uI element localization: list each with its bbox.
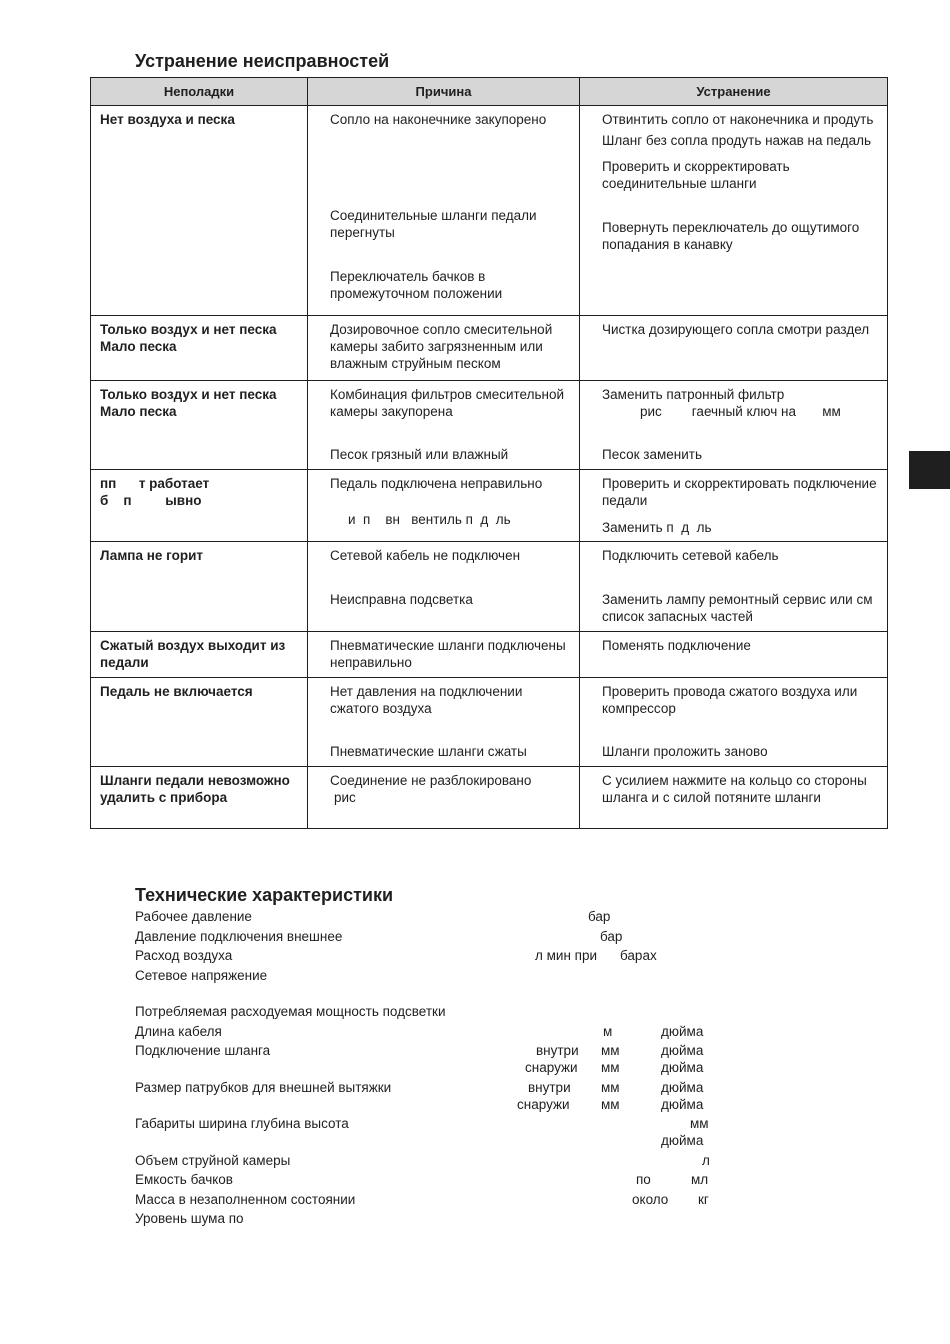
problem-text: пп т работает б п ывно — [100, 476, 210, 508]
spec-row — [135, 1002, 735, 1022]
remedy-text: Песок заменить — [602, 447, 702, 462]
spec-row — [135, 1041, 735, 1058]
problem-text: Педаль не включается — [100, 684, 253, 699]
problem-text: Шланги педали невозможно удалить с прибора — [100, 773, 290, 805]
remedy-text: Отвинтить сопло от наконечника и продуть — [602, 112, 874, 127]
remedy-cell — [580, 678, 888, 767]
spec-label: Сетевое напряжение — [135, 967, 268, 983]
remedy-text: Проверить и скорректировать соединительные шланги — [602, 159, 790, 191]
cause-cell — [308, 316, 580, 381]
spec-row — [135, 1078, 735, 1095]
remedy-cell — [580, 542, 888, 632]
remedy-text: Чистка дозирующего сопла смотри раздел — [602, 322, 870, 337]
spec-row — [135, 907, 735, 927]
spec-unit: л — [702, 1152, 710, 1168]
problem-cell — [91, 678, 308, 767]
cause-text: Песок грязный или влажный — [330, 447, 509, 462]
spec-label: Потребляемая расходуемая мощность подсветки — [135, 1004, 446, 1019]
spec-row — [135, 1151, 735, 1171]
remedy-cell — [580, 381, 888, 470]
spec-unit: мм — [601, 1079, 620, 1095]
spec-row — [135, 1209, 735, 1229]
spec-unit: бар — [600, 928, 623, 944]
cause-text: Педаль подключена неправильно — [330, 476, 543, 491]
spec-label: Уровень шума по — [135, 1211, 244, 1226]
table-row — [91, 470, 888, 542]
specs-title: Технические характеристики — [135, 885, 394, 905]
spec-unit: внутри — [536, 1043, 579, 1058]
table-row — [91, 678, 888, 767]
spec-row — [135, 946, 735, 966]
cause-cell — [308, 542, 580, 632]
table-row — [91, 767, 888, 829]
spec-unit: снаружи — [517, 1096, 570, 1112]
remedy-text: Проверить провода сжатого воздуха или компрессор — [602, 684, 858, 716]
cause-text: Пневматические шланги подключены неправильно — [330, 638, 566, 670]
problem-text: Только воздух и нет песка Мало песка — [100, 387, 277, 419]
problem-cell — [91, 542, 308, 632]
cause-text: Сетевой кабель не подключен — [330, 548, 521, 563]
spec-unit: мм — [601, 1096, 620, 1112]
spec-label: Расход воздуха — [135, 948, 233, 963]
cause-cell — [308, 632, 580, 678]
spec-row — [135, 1022, 735, 1042]
spec-unit: около — [632, 1191, 669, 1207]
table-row — [91, 316, 888, 381]
cause-text: Сопло на наконечнике закупорено — [330, 112, 547, 127]
spec-label: Рабочее давление — [135, 909, 252, 924]
troubleshooting-table — [90, 77, 888, 829]
spec-unit: дюйма — [661, 1023, 704, 1039]
remedy-cell — [580, 470, 888, 542]
header-cause: Причина — [308, 78, 580, 106]
cause-text: Переключатель бачков в промежуточном положении — [330, 269, 503, 301]
problem-text: Сжатый воздух выходит из педали — [100, 638, 286, 670]
remedy-text: рис гаечный ключ на мм — [640, 404, 841, 419]
remedy-text: Шланги проложить заново — [602, 744, 768, 759]
spec-row — [135, 1190, 735, 1210]
spec-unit: дюйма — [661, 1043, 704, 1058]
problem-text: Нет воздуха и песка — [100, 112, 235, 127]
cause-text: рис — [334, 790, 356, 805]
remedy-text: Шланг без сопла продуть нажав на педаль — [602, 133, 872, 148]
spec-label: Давление подключения внешнее — [135, 928, 343, 944]
spec-row — [135, 1058, 735, 1078]
cause-text: Комбинация фильтров смесительной камеры закупорена — [330, 387, 565, 419]
spec-unit: по — [636, 1172, 651, 1187]
table-row — [91, 632, 888, 678]
header-problem: Неполадки — [91, 78, 308, 106]
remedy-text: Проверить и скорректировать подключение педали — [602, 476, 877, 508]
problem-cell — [91, 470, 308, 542]
problem-text: Только воздух и нет песка Мало песка — [100, 322, 277, 354]
troubleshooting-title: Устранение неисправностей — [135, 51, 390, 71]
spec-label: Габариты ширина глубина высота — [135, 1116, 349, 1131]
spec-unit: внутри — [528, 1079, 571, 1095]
spec-row — [135, 966, 735, 986]
remedy-text: Заменить п д ль — [602, 520, 712, 535]
header-remedy: Устранение — [580, 78, 888, 106]
cause-text: Соединительные шланги педали перегнуты — [330, 208, 537, 240]
cause-cell — [308, 767, 580, 829]
remedy-cell — [580, 316, 888, 381]
spec-unit: дюйма — [661, 1060, 704, 1075]
cause-cell — [308, 106, 580, 316]
problem-cell — [91, 632, 308, 678]
problem-text: Лампа не горит — [100, 548, 203, 563]
spec-unit: кг — [698, 1191, 709, 1207]
spec-unit: дюйма — [661, 1096, 704, 1112]
cause-text: Нет давления на подключении сжатого воздуха — [330, 684, 523, 716]
problem-cell — [91, 106, 308, 316]
spec-label: Длина кабеля — [135, 1023, 222, 1039]
spec-label: Емкость бачков — [135, 1172, 233, 1187]
problem-cell — [91, 767, 308, 829]
table-row — [91, 106, 888, 316]
cause-text: Неисправна подсветка — [330, 592, 473, 607]
spec-row — [135, 1095, 735, 1115]
remedy-cell — [580, 632, 888, 678]
spec-unit: мм — [601, 1043, 620, 1058]
spec-label: Размер патрубков для внешней вытяжки — [135, 1079, 392, 1095]
problem-cell — [91, 316, 308, 381]
spec-row — [135, 985, 735, 1002]
remedy-text: Повернуть переключатель до ощутимого попадания в канавку — [602, 220, 860, 252]
spec-unit: барах — [620, 948, 657, 963]
remedy-cell — [580, 767, 888, 829]
spec-label: Подключение шланга — [135, 1043, 271, 1058]
table-header-row — [91, 78, 888, 106]
spec-unit: дюйма — [661, 1133, 704, 1148]
spec-unit: бар — [588, 909, 611, 924]
spec-unit: снаружи — [525, 1060, 578, 1075]
table-row — [91, 381, 888, 470]
cause-text: Дозировочное сопло смесительной камеры забито загрязненным или влажным струйным песком — [330, 322, 553, 371]
spec-label: Масса в незаполненном состоянии — [135, 1191, 356, 1207]
problem-cell — [91, 381, 308, 470]
specs-list — [135, 907, 735, 1229]
spec-row — [135, 1114, 735, 1131]
spec-unit: л мин при — [535, 948, 598, 963]
remedy-text: Поменять подключение — [602, 638, 751, 653]
cause-text: Соединение не разблокировано — [330, 773, 532, 788]
spec-row — [135, 1170, 735, 1190]
spec-unit: мл — [691, 1172, 709, 1187]
cause-text: и п вн вентиль п д ль — [348, 512, 511, 527]
cause-cell — [308, 678, 580, 767]
spec-label: Объем струйной камеры — [135, 1152, 291, 1168]
spec-unit: дюйма — [661, 1079, 704, 1095]
remedy-text: Заменить патронный фильтр — [602, 387, 785, 402]
spec-row — [135, 1131, 735, 1151]
spec-unit: мм — [690, 1116, 709, 1131]
spec-row — [135, 927, 735, 947]
remedy-text: Заменить лампу ремонтный сервис или см список запасных частей — [602, 592, 873, 624]
cause-cell — [308, 470, 580, 542]
cause-cell — [308, 381, 580, 470]
section-tab-marker — [909, 451, 950, 489]
spec-unit: м — [603, 1023, 613, 1039]
remedy-text: С усилием нажмите на кольцо со стороны шланга и с силой потяните шланги — [602, 773, 867, 805]
table-row — [91, 542, 888, 632]
cause-text: Пневматические шланги сжаты — [330, 744, 527, 759]
remedy-cell — [580, 106, 888, 316]
remedy-text: Подключить сетевой кабель — [602, 548, 779, 563]
spec-unit: мм — [601, 1060, 620, 1075]
